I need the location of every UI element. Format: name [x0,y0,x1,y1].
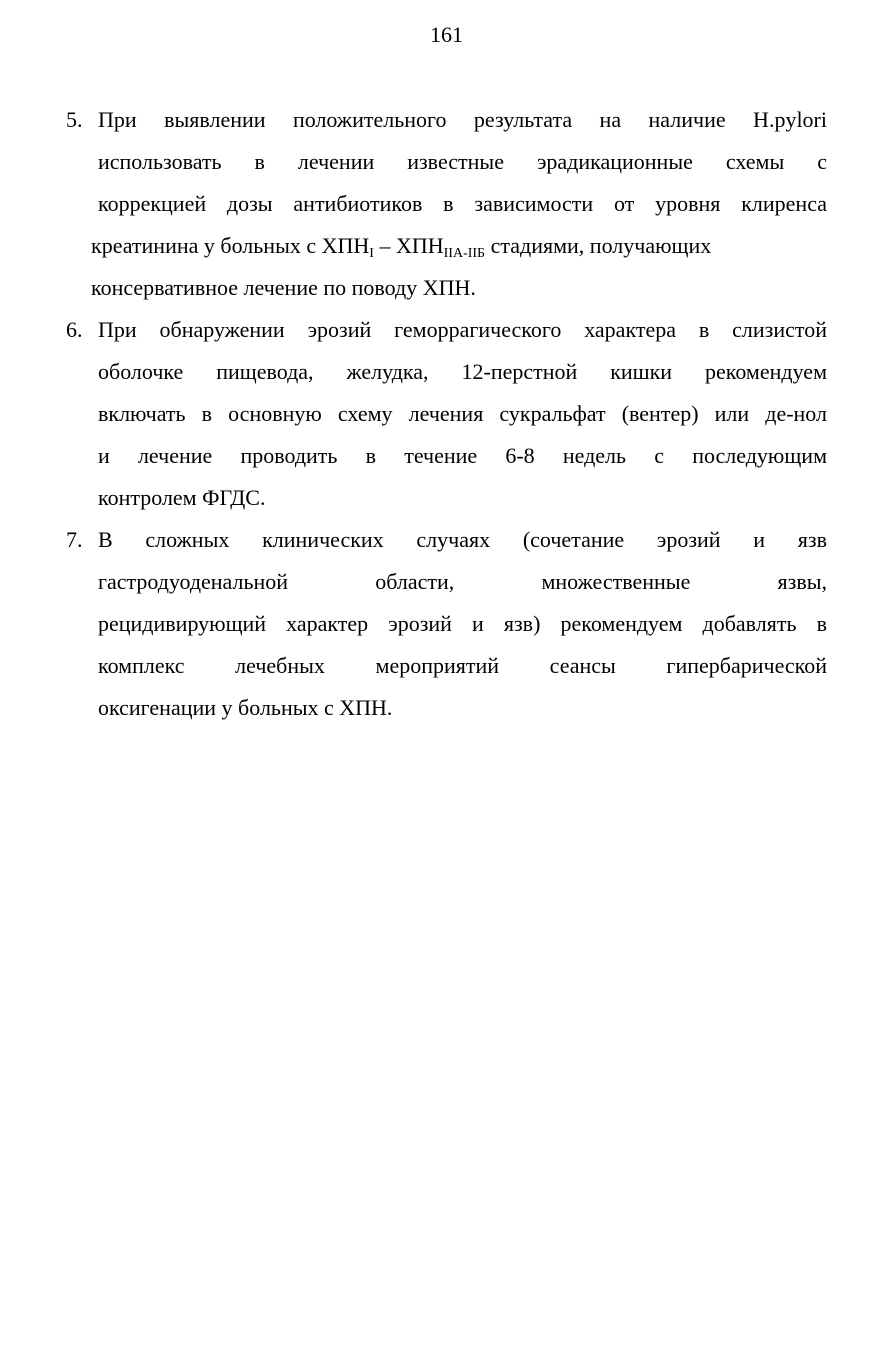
list-item-number: 6. [66,317,83,342]
text-line: контролем ФГДС. [98,485,266,510]
text-line: рецидивирующий характер эрозий и язв) рекомендуем добавлять в [98,611,827,636]
text-line: оксигенации у больных с ХПН. [98,695,393,720]
text-fragment: креатинина у больных с ХПН [91,233,370,258]
page-number: 161 [430,22,463,47]
text-line: и лечение проводить в течение 6-8 недель с последующим [98,443,827,468]
subscript: I [369,246,374,261]
list-item-6 [0,309,893,519]
text-line: консервативное лечение по поводу ХПН. [91,275,476,300]
text-line: комплекс лечебных мероприятий сеансы гипербарической [98,653,827,678]
text-fragment: стадиями, получающих [485,233,712,258]
text-line: В сложных клинических случаях (сочетание эрозий и язв [98,527,827,552]
list-item-number: 7. [66,527,83,552]
recommendations-list [0,99,893,729]
text-line: коррекцией дозы антибиотиков в зависимости от уровня клиренса [98,191,827,216]
text-line: оболочке пищевода, желудка, 12-перстной кишки рекомендуем [98,359,827,384]
text-line: При обнаружении эрозий геморрагического характера в слизистой [98,317,827,342]
subscript: IIА-IIБ [443,246,486,261]
text-line: гастродуоденальной области, множественные язвы, [98,569,827,594]
list-item-7 [0,519,893,729]
list-item-5 [0,99,893,309]
list-item-number: 5. [66,107,83,132]
text-line: использовать в лечении известные эрадикационные схемы с [98,149,827,174]
text-fragment: – ХПН [373,233,444,258]
text-line: При выявлении положительного результата на наличие H.pylori [98,107,827,132]
text-line [91,225,827,267]
text-line: включать в основную схему лечения сукральфат (вентер) или де-нол [98,401,827,426]
